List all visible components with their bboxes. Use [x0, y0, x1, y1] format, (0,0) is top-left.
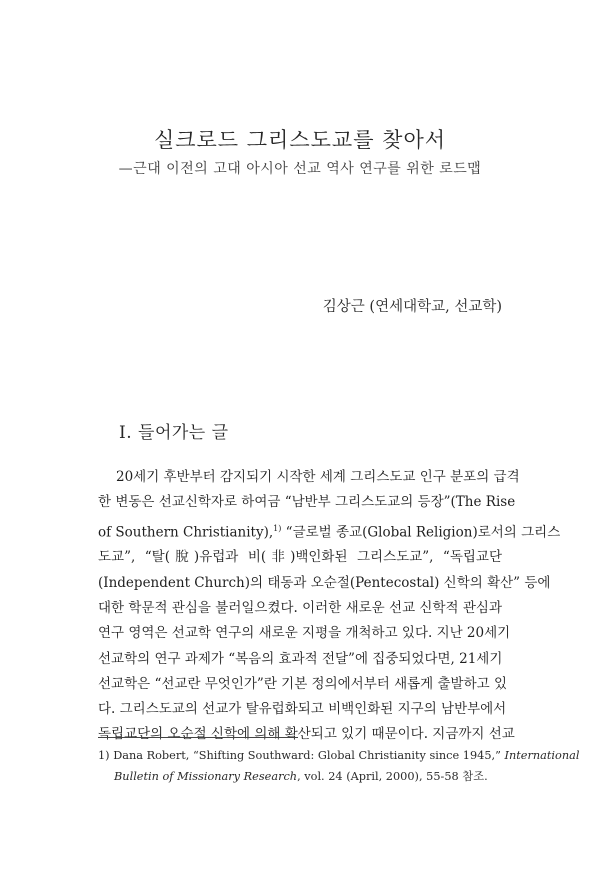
paragraph-line: 도교”, “탈(脫)유럽과 비(非)백인화된 그리스도교”, “독립교단	[98, 549, 502, 566]
footnote-line	[98, 745, 580, 766]
paragraph-line: 연구 영역은 선교학 연구의 새로운 지평을 개척하고 있다. 지난 20세기	[98, 625, 511, 642]
paragraph-line: 다. 그리스도교의 선교가 탈유럽화되고 비백인화된 지구의 남반부에서	[98, 701, 507, 718]
footnote	[98, 745, 580, 787]
footnote-divider	[98, 737, 298, 738]
paragraph-line: 독립교단의 오순절 신학에 의해 확산되고 있기 때문이다. 지금까지 선교	[98, 726, 515, 743]
paragraph-line: 한 변동은 선교신학자로 하여금 “남반부 그리스도교의 등장”(The Rise	[98, 494, 516, 511]
paragraph-line	[98, 516, 561, 546]
footnote-author: Dana Robert,	[113, 749, 190, 762]
footnote-line	[98, 766, 502, 787]
footnote-reference[interactable]: 1)	[273, 523, 282, 533]
paper-subtitle: —근대 이전의 고대 아시아 선교 역사 연구를 위한 로드맵	[118, 161, 482, 177]
paragraph-line-part: of Southern Christianity),	[98, 524, 274, 541]
section-heading: Ⅰ. 들어가는 글	[119, 423, 229, 443]
paragraph-line: 선교학의 연구 과제가 “복음의 효과적 전달”에 집중되었다면, 21세기	[98, 650, 503, 667]
footnote-journal: International	[504, 749, 580, 762]
paragraph-line: 20세기 후반부터 감지되기 시작한 세계 그리스도교 인구 분포의 급격	[116, 469, 520, 485]
paper-title: 실크로드 그리스도교를 찾아서	[153, 128, 447, 152]
paragraph-line: 대한 학문적 관심을 불러일으켰다. 이러한 새로운 선교 신학적 관심과	[98, 599, 502, 616]
paragraph-line-part: “글로벌 종교(Global Religion)로서의 그리스	[281, 524, 561, 541]
author-affiliation: 김상근 (연세대학교, 선교학)	[322, 299, 502, 315]
footnote-number: 1)	[98, 749, 110, 762]
footnote-journal: Bulletin of Missionary Research	[114, 770, 298, 783]
paragraph-line: (Independent Church)의 태동과 오순절(Pentecostal) 신학의 확산” 등에	[98, 574, 551, 591]
footnote-details: , vol. 24 (April, 2000), 55-58 참조.	[297, 770, 488, 783]
body-paragraph	[98, 465, 561, 748]
paragraph-line: 선교학은 “선교란 무엇인가”란 기본 정의에서부터 새롭게 출발하고 있	[98, 675, 507, 692]
footnote-article: “Shifting Southward: Global Christianity since 1945,”	[192, 749, 501, 762]
